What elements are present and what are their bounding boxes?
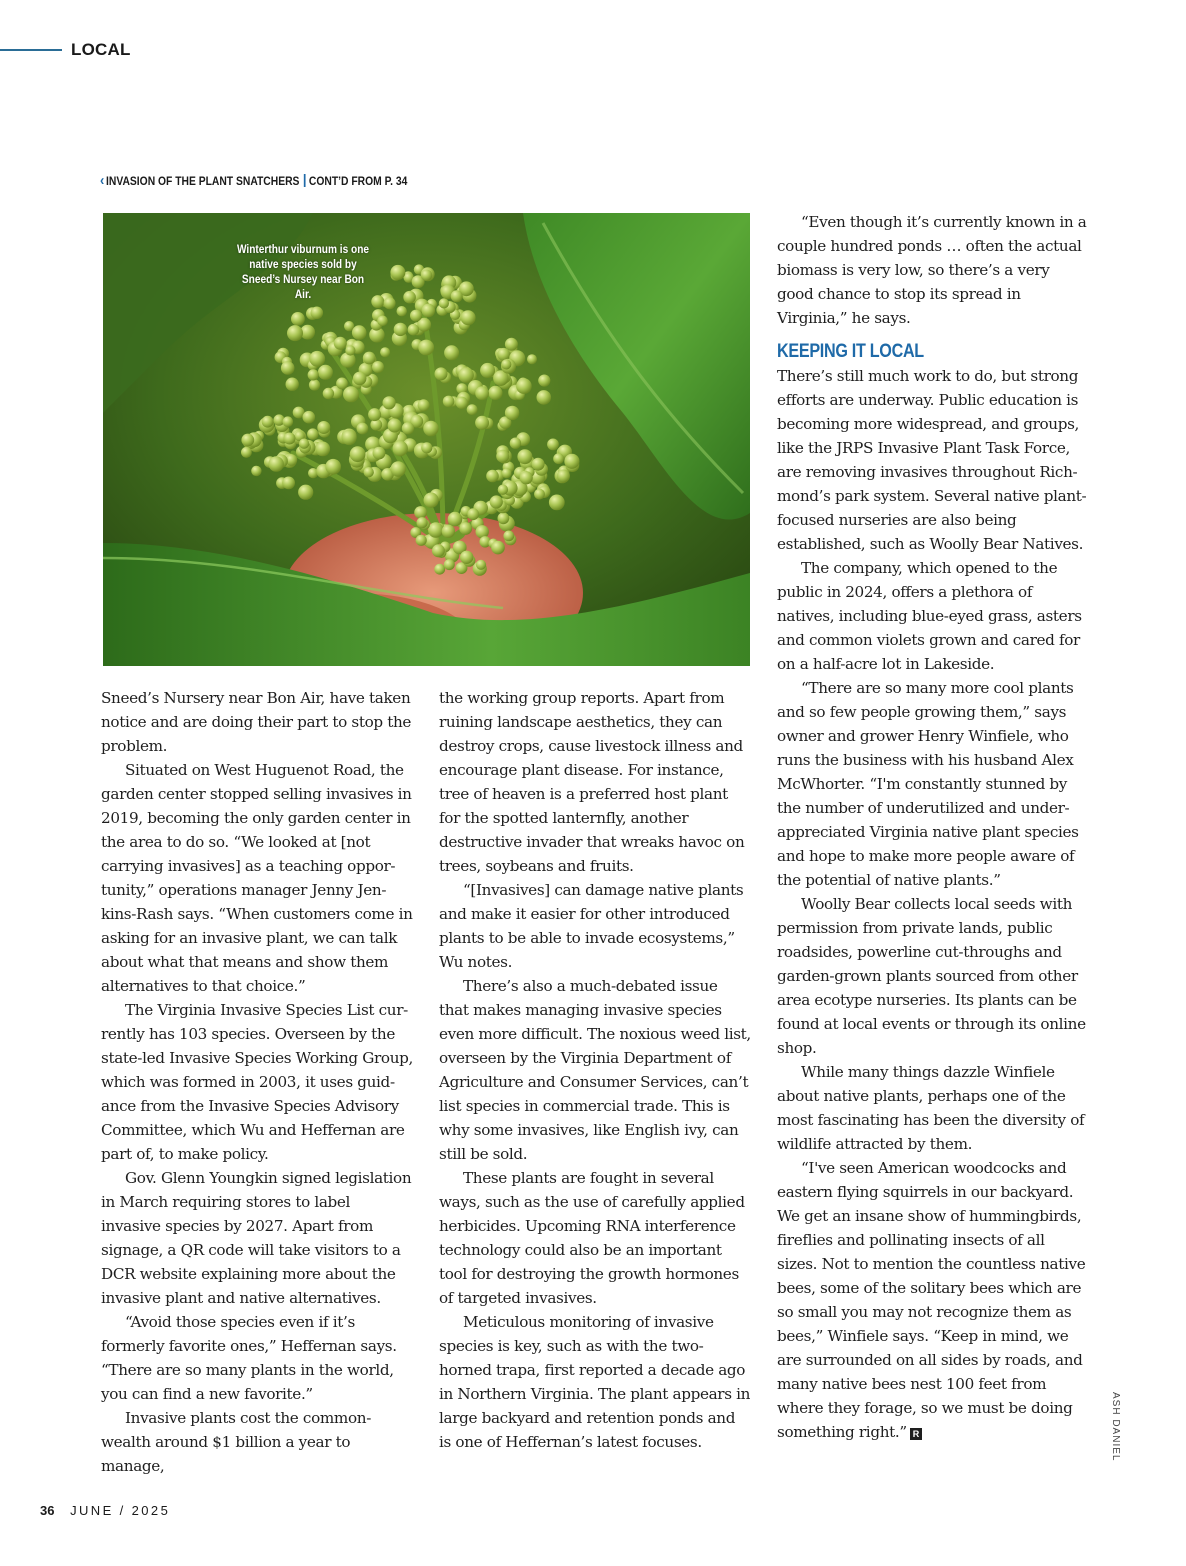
paragraph xyxy=(777,556,1089,676)
paragraph-text: “Even though it’s currently known in a couple hundred ponds … often the actual biomass is very low, so there’s a very good chance to stop its spread in Virginia,” he says. xyxy=(777,213,1087,327)
paragraph xyxy=(777,892,1089,1060)
page-footer xyxy=(40,1503,170,1518)
paragraph xyxy=(101,686,413,758)
paragraph-text: “I've seen American woodcocks and eastern flying squirrels in our backyard. We get an insane show of hummingbirds, fireflies and pollinating insects of all sizes. Not to mention the countless native bees, some of the solitary bees which are so small you may not recognize them as bees,” Winfiele says. “Keep in mind, we are surrounded on all sides by roads, and many native bees nest 100 feet from where they forage, so we must be doing something right.” xyxy=(777,1159,1086,1441)
paragraph xyxy=(439,1310,751,1454)
continued-from: CONT’D FROM P. 34 xyxy=(308,173,408,188)
paragraph xyxy=(439,974,751,1166)
column-3-bottom xyxy=(777,364,1089,1444)
end-mark-icon: R xyxy=(910,1428,922,1440)
photo-credit: ASH DANIEL xyxy=(1110,1392,1121,1462)
continued-title: INVASION OF THE PLANT SNATCHERS xyxy=(106,173,300,188)
paragraph xyxy=(777,210,1089,330)
paragraph xyxy=(101,1406,413,1478)
paragraph xyxy=(777,676,1089,892)
paragraph-text: Meticulous monitoring of invasive species is key, such as with the two-horned trapa, first reported a decade ago in Northern Virginia. The plant appears in large backyard and retention ponds and is one of Heffernan’s latest focuses. xyxy=(439,1313,751,1451)
paragraph xyxy=(101,998,413,1166)
issue-date: JUNE / 2025 xyxy=(70,1503,171,1518)
chevron-left-icon: ‹ xyxy=(100,172,105,189)
paragraph-text: Gov. Glenn Youngkin signed legislation in March requiring stores to label invasive species by 2027. Apart from signage, a QR code will take visitors to a DCR website explaining more about the invasive plant and native alternatives. xyxy=(101,1169,412,1307)
photo-caption: Winterthur viburnum is one native species sold by Sneed’s Nursey near Bon Air. xyxy=(236,244,370,301)
paragraph-text: Invasive plants cost the commonwealth around $1 billion a year to manage, xyxy=(101,1409,372,1475)
paragraph-text: The Virginia Invasive Species List currently has 103 species. Overseen by the state-led Invasive Species Working Group, which was formed in 2003, it uses guidance from the Invasive Species Advisory Committee, which Wu and Heffernan are part of, to make policy. xyxy=(101,1001,414,1163)
divider xyxy=(304,174,306,187)
paragraph-text: The company, which opened to the public in 2024, offers a plethora of natives, including blue-eyed grass, asters and common violets grown and cared for on a half-acre lot in Lakeside. xyxy=(777,559,1082,673)
paragraph xyxy=(439,686,751,878)
section-rule xyxy=(0,49,62,51)
viburnum-photo xyxy=(103,213,750,666)
paragraph xyxy=(101,1166,413,1310)
paragraph xyxy=(777,1060,1089,1156)
page-number: 36 xyxy=(40,1503,55,1518)
paragraph xyxy=(439,878,751,974)
paragraph xyxy=(439,1166,751,1310)
paragraph-text: the working group reports. Apart from ruining landscape aesthetics, they can destroy crops, cause livestock illness and encourage plant disease. For instance, tree of heaven is a preferred host plant for the spotted lanternfly, another destructive invader that wreaks havoc on trees, soybeans and fruits. xyxy=(439,689,745,875)
paragraph-text: There’s also a much-debated issue that makes managing invasive species even more difficult. The noxious weed list, overseen by the Virginia Department of Agriculture and Consumer Services, can’t list species in commercial trade. This is why some invasives, like English ivy, can still be sold. xyxy=(439,977,751,1163)
subhead: KEEPING IT LOCAL xyxy=(777,341,924,362)
article-column-2 xyxy=(439,686,751,1454)
paragraph-text: Situated on West Huguenot Road, the garden center stopped selling invasives in 2019, becoming the only garden center in the area to do so. “We looked at [not carrying invasives] as a teaching opportunity,” operations manager Jenny Jenkins-Rash says. “When customers come in asking for an invasive plant, we can talk about what that means and show them alternatives to that choice.” xyxy=(101,761,413,995)
paragraph xyxy=(101,1310,413,1406)
article-column-1 xyxy=(101,686,413,1478)
paragraph xyxy=(777,1156,1089,1444)
paragraph-text: There’s still much work to do, but strong efforts are underway. Public education is becoming more widespread, and groups, like the JRPS Invasive Plant Task Force, are removing invasives throughout Richmond’s park system. Several native plant-focused nurseries are also being established, such as Woolly Bear Natives. xyxy=(777,367,1087,553)
paragraph xyxy=(101,758,413,998)
paragraph-text: “There are so many more cool plants and so few people growing them,” says owner and grower Henry Winfiele, who runs the business with his husband Alex McWhorter. “I'm constantly stunned by the number of underutilized and under-appreciated Virginia native plant species and hope to make more people aware of the potential of native plants.” xyxy=(777,679,1079,889)
paragraph-text: These plants are fought in several ways, such as the use of carefully applied herbicides. Upcoming RNA interference technology could also be an important tool for destroying the growth hormones of targeted invasives. xyxy=(439,1169,745,1307)
article-column-3 xyxy=(777,210,1089,1444)
paragraph-text: While many things dazzle Winfiele about native plants, perhaps one of the most fascinating has been the diversity of wildlife attracted by them. xyxy=(777,1063,1085,1153)
continued-line xyxy=(100,172,407,189)
paragraph-text: “Avoid those species even if it’s formerly favorite ones,” Heffernan says. “There are so many plants in the world, you can find a new favorite.” xyxy=(101,1313,397,1403)
paragraph xyxy=(777,364,1089,556)
section-label: LOCAL xyxy=(71,40,131,59)
paragraph-text: Sneed’s Nursery near Bon Air, have taken notice and are doing their part to stop the problem. xyxy=(101,689,412,755)
column-3-top xyxy=(777,210,1089,330)
paragraph-text: Woolly Bear collects local seeds with permission from private lands, public roadsides, powerline cut-throughs and garden-grown plants sourced from other area ecotype nurseries. Its plants can be found at local events or through its online shop. xyxy=(777,895,1086,1057)
paragraph-text: “[Invasives] can damage native plants and make it easier for other introduced plants to be able to invade ecosystems,” Wu notes. xyxy=(439,881,744,971)
photo-illustration xyxy=(103,213,750,666)
